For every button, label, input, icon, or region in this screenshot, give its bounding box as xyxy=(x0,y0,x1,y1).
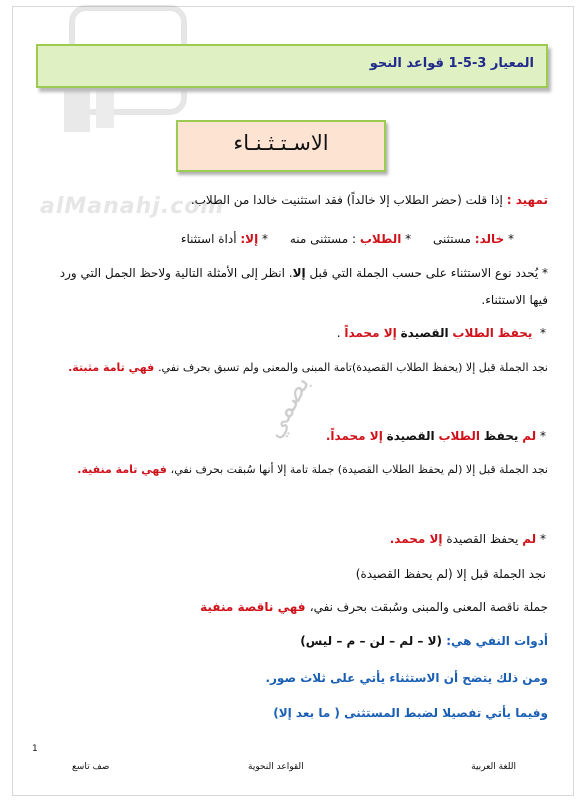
part-adat-text: أداة استثناء xyxy=(180,232,241,246)
ex1-verb: يحفظ xyxy=(497,326,533,340)
next-section: وفيما يأتي تفصيلا لضبط المستثنى ( ما بعد إلا) xyxy=(273,706,548,720)
intro-line xyxy=(191,192,548,208)
ex2-object: القصيدة xyxy=(386,429,435,443)
rule-line-2: فيها الاستثناء. xyxy=(481,293,548,307)
part-mustathna-text: مستثنى xyxy=(432,232,475,246)
ex2-exception: إلا محمداً. xyxy=(325,429,383,443)
ex2-verdict: فهي تامة منفية. xyxy=(77,463,171,476)
ex3-explanation-text: جملة ناقصة المعنى والمبنى وسُبقت بحرف نفي، xyxy=(309,600,548,614)
standard-header xyxy=(36,44,548,88)
watermark-stamp: بصمي xyxy=(258,370,317,444)
conclusion: ومن ذلك يتضح أن الاستثناء يأتي على ثلاث صور. xyxy=(265,671,548,685)
negation-tools xyxy=(300,633,548,649)
rule-line-1 xyxy=(60,265,548,281)
ex3-verb-object: يحفظ القصيدة xyxy=(446,532,519,546)
footer-subject: اللغة العربية xyxy=(471,762,516,772)
ex1-subject: الطلاب xyxy=(452,326,494,340)
example-1 xyxy=(337,325,546,341)
bullet-icon: * xyxy=(258,232,269,246)
example-3-explanation-1: نجد الجملة قبل إلا (لم يحفظ القصيدة) xyxy=(355,567,546,581)
example-3-explanation-2 xyxy=(200,599,548,615)
example-1-explanation xyxy=(68,360,548,376)
footer-grade: صف تاسع xyxy=(72,762,110,772)
ex3-exception: إلا محمد. xyxy=(389,532,443,546)
ex3-negation: لم xyxy=(522,532,537,546)
ex1-object: القصيدة xyxy=(400,326,449,340)
example-2 xyxy=(326,428,546,444)
footer-topic: القواعد النحوية xyxy=(248,762,304,772)
example-3 xyxy=(390,531,546,547)
ex1-exception: إلا محمداً xyxy=(344,326,397,340)
negation-tools-list: (لا – لم – لن – م – ليس) xyxy=(300,634,447,648)
rule-text-b: . انظر إلى الأمثلة التالية ولاحظ الجمل التي ورد xyxy=(59,266,293,280)
standard-header-text: المعيار 3-5-1 قواعد النحو xyxy=(369,56,534,71)
ex1-verdict: فهي تامة مثبتة. xyxy=(68,361,159,374)
part-mustathna-label: خالد: xyxy=(474,232,505,246)
sentence-parts xyxy=(181,231,514,247)
ex1-end: . xyxy=(336,326,345,340)
part-minhu-label: الطلاب xyxy=(359,232,402,246)
ex2-explanation-text: نجد الجملة قبل إلا (لم يحفظ الطلاب القصيدة) جملة تامة إلا أنها سُبقت بحرف نفي، xyxy=(170,463,548,476)
example-2-explanation xyxy=(77,462,548,478)
part-adat-label: إلا: xyxy=(240,232,259,246)
ex2-verb: يحفظ xyxy=(483,429,519,443)
bullet-icon: * xyxy=(401,232,412,246)
ex2-subject: الطلاب xyxy=(438,429,480,443)
intro-label: تمهيد : xyxy=(506,193,548,207)
lesson-title: الاسـتـثـنـاء xyxy=(233,131,329,155)
ex2-negation: لم xyxy=(522,429,537,443)
ex1-explanation-text: نجد الجملة قبل إلا (يحفظ الطلاب القصيدة)تامة المبنى والمعنى ولم تسبق بحرف نفي. xyxy=(158,361,548,374)
watermark-site-text: alManahj.com xyxy=(40,194,225,219)
bullet-icon: * xyxy=(540,429,546,443)
rule-illa: إلا xyxy=(292,266,306,280)
negation-tools-label: أدوات النفي هي: xyxy=(446,634,548,648)
ex3-verdict: فهي ناقصة منفية xyxy=(200,600,310,614)
rule-text-a: * يُحدد نوع الاستثناء على حسب الجملة التي قبل xyxy=(305,266,548,280)
bullet-icon: * xyxy=(540,532,546,546)
part-minhu-text: : مستثنى منه xyxy=(289,232,360,246)
intro-text: إذا قلت (حضر الطلاب إلا خالداً) فقد استثنيت خالدا من الطلاب. xyxy=(190,193,507,207)
lesson-title-box xyxy=(176,120,386,172)
bullet-icon: * xyxy=(504,232,514,246)
bullet-icon: * xyxy=(540,326,546,340)
page-number: 1 xyxy=(32,744,38,754)
